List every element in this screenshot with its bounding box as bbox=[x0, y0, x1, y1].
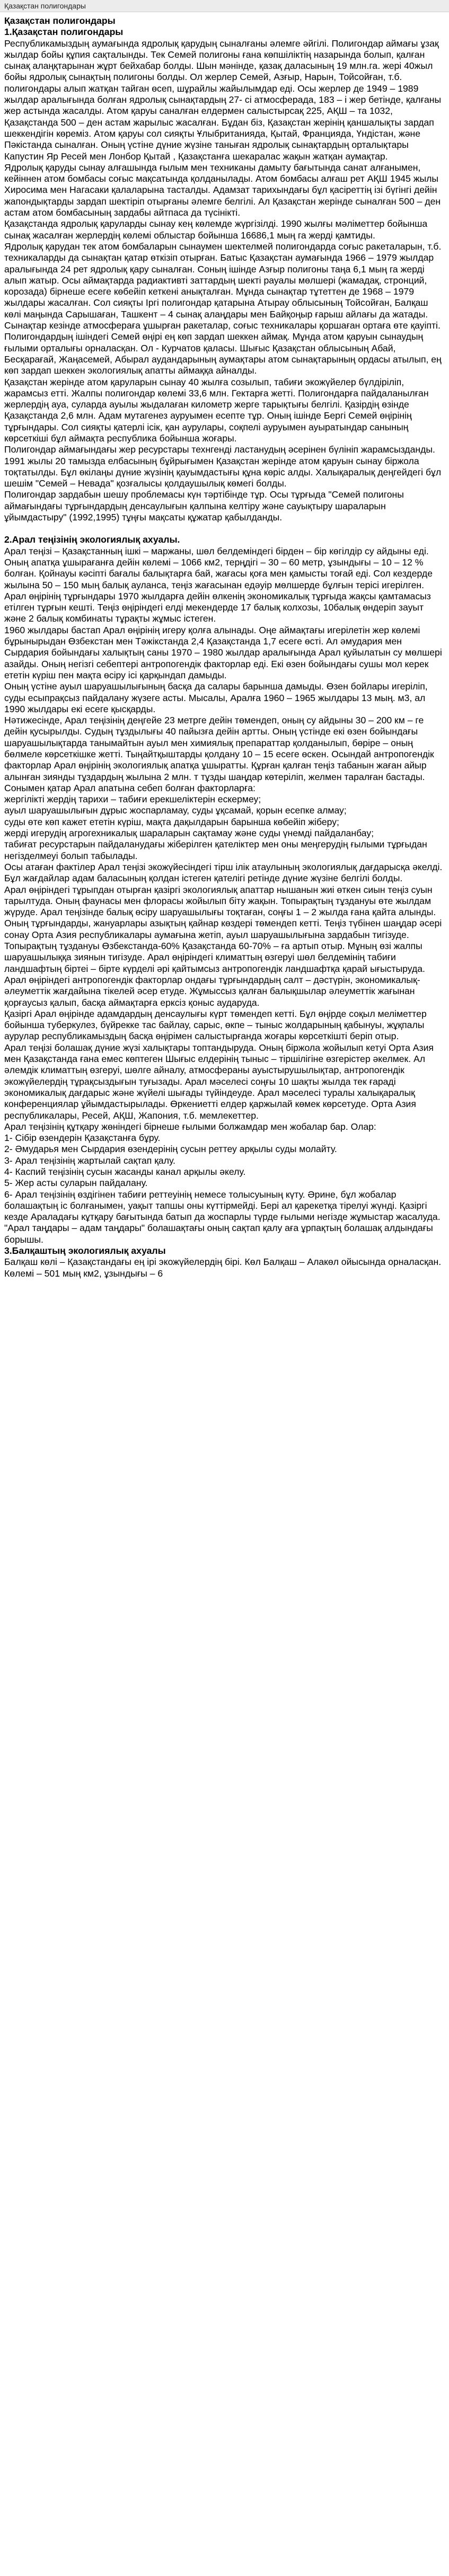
section-title: 2.Арал теңізінің экологиялық ахуалы. bbox=[4, 534, 180, 545]
paragraph: Арал өңіріндегі антропогендік факторлар ондағы тұрғындардың салт – дәстүрін, экономикалық-әлеуметтік жағдайына тікелей әсер етуде. Жұмыссыз қалған балықшылар әлеуметтік жағынан қорғаусыз қалып, басқа аймақтарға ерксіз қоныс аударуда. bbox=[4, 974, 420, 1008]
list-item: жергілікті жердің тарихи – табиғи ерекшеліктерін ескермеу; bbox=[4, 794, 261, 805]
paragraph: Осы атаған фактілер Арал теңізі экожүйесіндегі тірш ілік атаулының экологиялық дағдарысқа әкелді. Бұл жағдайлар адам баласының қолдан істеген қателігі ретінде дүние жүзіне белгілі болды. bbox=[4, 861, 443, 884]
paragraph: Ядролық қаруды сынау алғашында ғылым мен техниканы дамыту бағытында санат алғанымен, кейіннен атом бомбасы соғыс мақсатында қолданылады. Атом бомбасы алғаш рет АҚШ 1945 жылы Хиросима мен Нагасаки қалаларына тасталды. Адамзат тарихындағы бұл қасіреттің ізі бүгінгі дейін жапондықтарды зардап шектіріп отырғаны әлемге белгілі. Ал Қазақстан жерінде сыналған 500 – ден астам атом бомбасының зардабы айтпаса да түсінікті. bbox=[4, 162, 441, 218]
paragraph: 1960 жылдары бастап Арал өңірінің игеру қолға алынады. Оңе аймақтағы игерілетін жер көлемі бұрынырыдан Өзбекстан мен Тәжікстанда 2,4 Қазақстанда 1,7 есеге өсті. Ал әмудария мен Сырдария бойындағы халықтың саны 1970 – 1980 жылдар аралығында Арал қуйылатын су мөлшері азайды. Оның негізгі себептері антропогендік факторлар еді. Екі өзен бойындағы сушы мол керек ететін күріш пен мақта өсіру ісі қарқындап дамыды. bbox=[4, 624, 442, 680]
paragraph: Полигондар аймағындағы жер ресурстары технгенді ластанудың әсерінен бүлініп жарамсызданды. bbox=[4, 444, 435, 455]
list-item: ауыл шаруашылығын дұрыс жоспарламау, суды ұқсамай, қорын есепке алмау; bbox=[4, 805, 347, 816]
paragraph: Оның үстіне ауыл шаруашылығының басқа да салары барынша дамыды. Өзен бойлары игеріліп, суды есыпрақсыз пайдалану жүзеге асты. Мысалы, Аралға 1960 – 1965 жылдары 13 мың. м3, ал 1990 жылдары екі есеге қысқарды. bbox=[4, 681, 428, 714]
paragraph: Республикамыздың аумағында ядролық қарудың сыналғаны әлемге әйгілі. Полигондар аймағы ұзақ жылдар бойы құпия сақталынды. Тек Семей полигоны ғана көпшіліктің назарында болып, қалған сынақ алаңқтарынан жұрт бейхабар болды. Шын мәнінде, қазақ даласының 19 млн.га. жері 40жыл бойы ядролық сынақтың полигоны болды. Ол жерлер Семей, Азғыр, Нарын, Тойсойған, т.б. полигондары алып жатқан тайган өсеп, шұрайлы жайылымдар еді. Осы жерлер де 1949 – 1989 жылдар аралығында болған ядролық сынақтардың 27- сі атмосферада, 183 – і жер бетінде, қалғаны жер астында жасалды. Атом қаруы саналған елдермен салыстырсақ 225, АҚШ – та 1032, Қазақстанда 500 – ден астам жарылыс жасалған. Бұдан біз, Қазақстан жерінің қаншалықты зардап шеккендігін көреміз. Атом қаруы сол сияқты Ұлыбританияда, Қытай, Францияда, Үндістан, және Пәкістанда сыналған. Оның үстіне дүние жүзіне таныған ядролық сынақтардың орталықтары Капустин Яр Ресей мен Лонбор Қытай , Қазақстанға шекаралас жақын жатқан аумақтар. bbox=[4, 38, 442, 162]
list-item: суды өте көп кажет ететін күріш, мақта дақылдарын барынша көбейіп жіберу; bbox=[4, 816, 339, 827]
window-title: Қазақстан полигондары bbox=[4, 2, 86, 10]
list-item: 2- Әмударья мен Сырдария өзендерінің сусын реттеу арқылы суды молайту. bbox=[4, 1144, 337, 1155]
window-title-bar bbox=[0, 0, 449, 12]
paragraph: Балқаш көлі – Қазақстандағы ең ірі экожүйелердің бірі. Көл Балқаш – Алакөл ойысында орналасқан. Көлемі – 501 мың км2, ұзындығы – 6 bbox=[4, 1256, 442, 1279]
paragraph: Қазіргі Арал өңірінде адамдардың денсаулығы күрт төмендеп кетті. Бұл өңірде соқыл меліметтер бойынша туберкулез, бүйрекке тас байлау, сарыс, өкпе – тыныс жолдарының қабынуы, жұқпалы аурулар республикамыздың басқа өңірімен салыстырғанда жоғары көрсеткішті беріп отыр. bbox=[4, 1008, 427, 1042]
list-item: 5- Жер асты суларын пайдалану. bbox=[4, 1178, 148, 1189]
paragraph: Арал теңізі – Қазақстанның ішкі – маржаны, шөл белдеміндегі бірден – бір көгілдір су айдыны еді. Оның апатқа ұшырағанға дейін көлемі – 1066 км2, терңдігі – 30 – 60 метр, ұзындығы – 10 – 12 % болған. Қойнауы кәсіпті бағалы балықтарға бай, жағасы қоға мен қамысты тоғай еді. Сол кездерде жылына 50 – 150 мың балық ауланса, теңіз жағасынан едәуір мөлшерде бұлғын терісі игерілген. bbox=[4, 545, 433, 590]
document-body bbox=[0, 12, 449, 1279]
paragraph: Арал теңізінің құтқару жөніндегі бірнеше ғылыми болжамдар мен жобалар бар. Олар: bbox=[4, 1121, 376, 1132]
paragraph: Қазақстан жерінде атом қаруларын сынау 40 жылға созылып, табиғи экожүйелер бүлдіріліп, жарамсыз етті. Жалпы полигондар көлемі 33,6 млн. Гектарға жетті. Полигондарға пайдаланылған жерлердің ауа, суларда ауылы жыдалаған километр жерге тарықтығы белгілі. Қазірдің өзінде Қазақстанда 2,6 млн. Адам мутагенез ауруымен есепте тұр. Оның ішінде Бергі Семей өңірінің тұрғындары. Сол сияқты қатерлі ісік, қан аурулары, соқпелі ауруымен ауыратындар санының көрсеткіші бұл аймақта республика бойынша жоғары. bbox=[4, 376, 429, 444]
paragraph: Арал өңіріндегі тұрыпдан отырған қазіргі экологиялық апаттар нышанын жиі өткен сиын теңіз суын тарылтуда. Оның фаунасы мен флорасы жойылып біту жақын. Топырақтың тұздануы өте жылдам жүруде. Арал теңізінде балық өсіру шаруашылығы тоқтаған, соңғы 1 – 2 жылда ғана қайта алынды. Оның тұрғындарды, жануарлары азықтың қайнар көздері төмендеп кетті. Теңіз түбінен шаңдар әсері сонау Орта Азия республикалары аумағына жетіп, ауыл шаруашылығына зардабын тигізуде. Топырақтың тұздануы Өзбекстанда-60% Қазақстанда 60-70% – ға артып отыр. Мұның өзі жалпы шаруашылыққа зиянын тигізуде. Арал өңіріндегі климаттың өзгеруі шөл белдемінің табиғи ландшафтың біртеі – бірте күрделі әрі қайтымсыз антропогендік ландшафтқа қарай ығыстыруда. bbox=[4, 884, 442, 974]
paragraph: Нәтижесінде, Арал теңізінің деңгейе 23 метрге дейін төмендеп, оның су айдыны 30 – 200 км – ге дейін қусырылды. Судың тұздылығы 40 пайызға дейін артты. Оның үстінде екі өзен бойындағы шаруашылықтарда танымайтын ауыл мен химиялық препараттар қолданылып, бөріре – оның бөлмеле көрсеткішке жетті. Тыңайтқыштарды қолдану 10 – 15 есеге өскен. Осындай антропогендік факторлар Арал өңірінің экологиялық апатқа ұшыратты. Құрған қалған теңіз табанын жаған айыр алынған зиянды тұздардың жылына 2 млн. т тұзды шаңдар көтеріліп, желмен таралған бастады. Сонымен қатар Арал апатына себеп болған факторларға: bbox=[4, 715, 434, 793]
paragraph: Ядролық қарудан тек атом бомбаларын сынаумен шектелмей полигондарда соғыс ракеталарын, т.б. техникаларды да сынақтан қатар өткізіп отырған. Батыс Қазақстан аумағында 1966 – 1979 жылдар аралығында 24 рет ядролық қару сыналған. Соның ішінде Азғыр полигоны таңа 6,1 мың га жерді алып жатыр. Осы аймақтарда радиактивті заттардың шекті рауалы мөлшері (жамадақ, стронций, корозада) бірнеше есеге көбейіп кеткені анықталған. Мұнда сынақтар тұтеттен де 1968 – 1979 жылдары жасалған. Сол сияқты Іргі полигондар қатарына Атырау облысының Тойсойған, Балқаш көлі маңында Сарышаған, Ташкент – 4 сынақ алаңдары мен Байқоңыр ғарыш айлағы да жатады. Сынақтар кезінде атмосфераға ұшырған ракеталар, соғыс техникалары қоршаған ортаға өте қауіпті. Полигондардың ішіндегі Семей өңірі ең көп зардап шеккен аймақ. Мұнда атом қаруын сынаудың ғылыми орталығы орналасқан. Ол - Курчатов қаласы. Шығыс Қазақстан облысының Абай, Бесқарағай, Жаңасемей, Абырал аудандарының аумақтары атом сынақтарының ордасы атылып, ең көп зардап шеккен экологиялық апатты аймаққа айналды. bbox=[4, 241, 442, 376]
list-item: 3- Арал теңізінің жартылай сақтап қалу. bbox=[4, 1155, 175, 1166]
paragraph: Арал өңірінің тұрғындары 1970 жылдарға дейін өлкенің экономикалық тұрғыда жақсы қамтамасыз етілген тұрғын кешті. Теңіз өңіріндегі елді мекендерде 17 балық колхозы, 10балық өндеріп зауыт және 2 балық комбинаты тұрақты жұмыс істеген. bbox=[4, 590, 431, 624]
section-title: 3.Балқаштың экологиялық ахуалы bbox=[4, 1245, 166, 1256]
paragraph: 1991 жылы 20 тамызда елбасының бұйрығымен Қазақстан жерінде атом қаруын сынау біржола тоқтатылды. Бұл өкілаңы дүние жүзінің қауымдастығы құна көріс алды. Халықаралық деңгейдегі бұл шешім "Семей – Невада" қозғалысы қолдаушылық көмегі болды. bbox=[4, 455, 442, 489]
paragraph: Қазақстанда ядролық қаруларды сынау кең көлемде жүргізілді. 1990 жылғы мәліметтер бойынша сынақ жасалған жерлердің көлемі облыстар бойынша 16686,1 мың га жерді қамтиды. bbox=[4, 218, 428, 241]
paragraph: Арал теңізі болашақ дүние жүзі халықтары топтандыруда. Оның біржола жойылып кетуі Орта Азия мен Қазақстанда ғана емес көптеген Шығыс елдерінің тыныс – тіршілігіне өзгерістер әкелмек. Ал әлемдік климаттың өзгеруі, шөлге айналу, атмосфераны ауыстырушылықтар, антропогендік экожүйелердің тұрақсыздығын туғызады. Арал мәселесі соңғы 10 шақты жылда тек ғараді экономикалық дағдарыс және жүйелі шығады түйіндеуде. Арал мәселесі туралы халықаралық конференциялар ұйымдастырылады. Өркениетті елдер қаржылай көмек көрсетуде. Орта Азия республикалары, Ресей, АҚШ, Жапония, т.б. мемлекеттер. bbox=[4, 1042, 434, 1121]
list-item: 4- Каспий теңізінің сусын жасанды канал арқылы әкелу. bbox=[4, 1166, 246, 1177]
paragraph: Полигондар зардабын шешу проблемасы күн тәртібінде тұр. Осы тұрғыда "Семей полигоны аймағындағы тұрғындардың денсаулығын қалпына келтіру және сауықтыру шараларын ұйымдастыру" (1992,1995) тұңғы мақсаты құжатар қабылданды. bbox=[4, 489, 404, 523]
list-item: жерді игерудің агрогехникалық шараларын сақтамау және суды үнемді пайдаланбау; bbox=[4, 828, 374, 839]
section-title: 1.Қазақстан полигондары bbox=[4, 26, 124, 38]
list-item: табиғат ресурстарын пайдаланудағы жіберілген қателіктер мен оны меңгерудің ғылыми тұрғыдан негізделмеуі болып табылады. bbox=[4, 839, 427, 861]
paragraph-spacer bbox=[4, 523, 445, 534]
paragraph: 6- Арал теңізінің өздігінен табиғи реттеуінің немесе толысуының күту. Әрине, бұл жобалар болашақтың іс болғанымен, уақыт тапшы оны күттірмейді. Бері ал қарекетқа тірелуі жүнді. Қазіргі кезде Араладағы кұтқару бағытында батып да жоспарлы түрде ғылыми негізде жұмыстар жасалуда. "Арал таңдары – адам таңдары" болашақтағы оның сақтап қалу аға ұрпақтың болашақ алдындағы борышы. bbox=[4, 1189, 441, 1245]
list-item: 1- Сібір өзендерін Қазақстанға бұру. bbox=[4, 1132, 161, 1144]
document-heading: Қазақстан полигондары bbox=[4, 15, 116, 26]
